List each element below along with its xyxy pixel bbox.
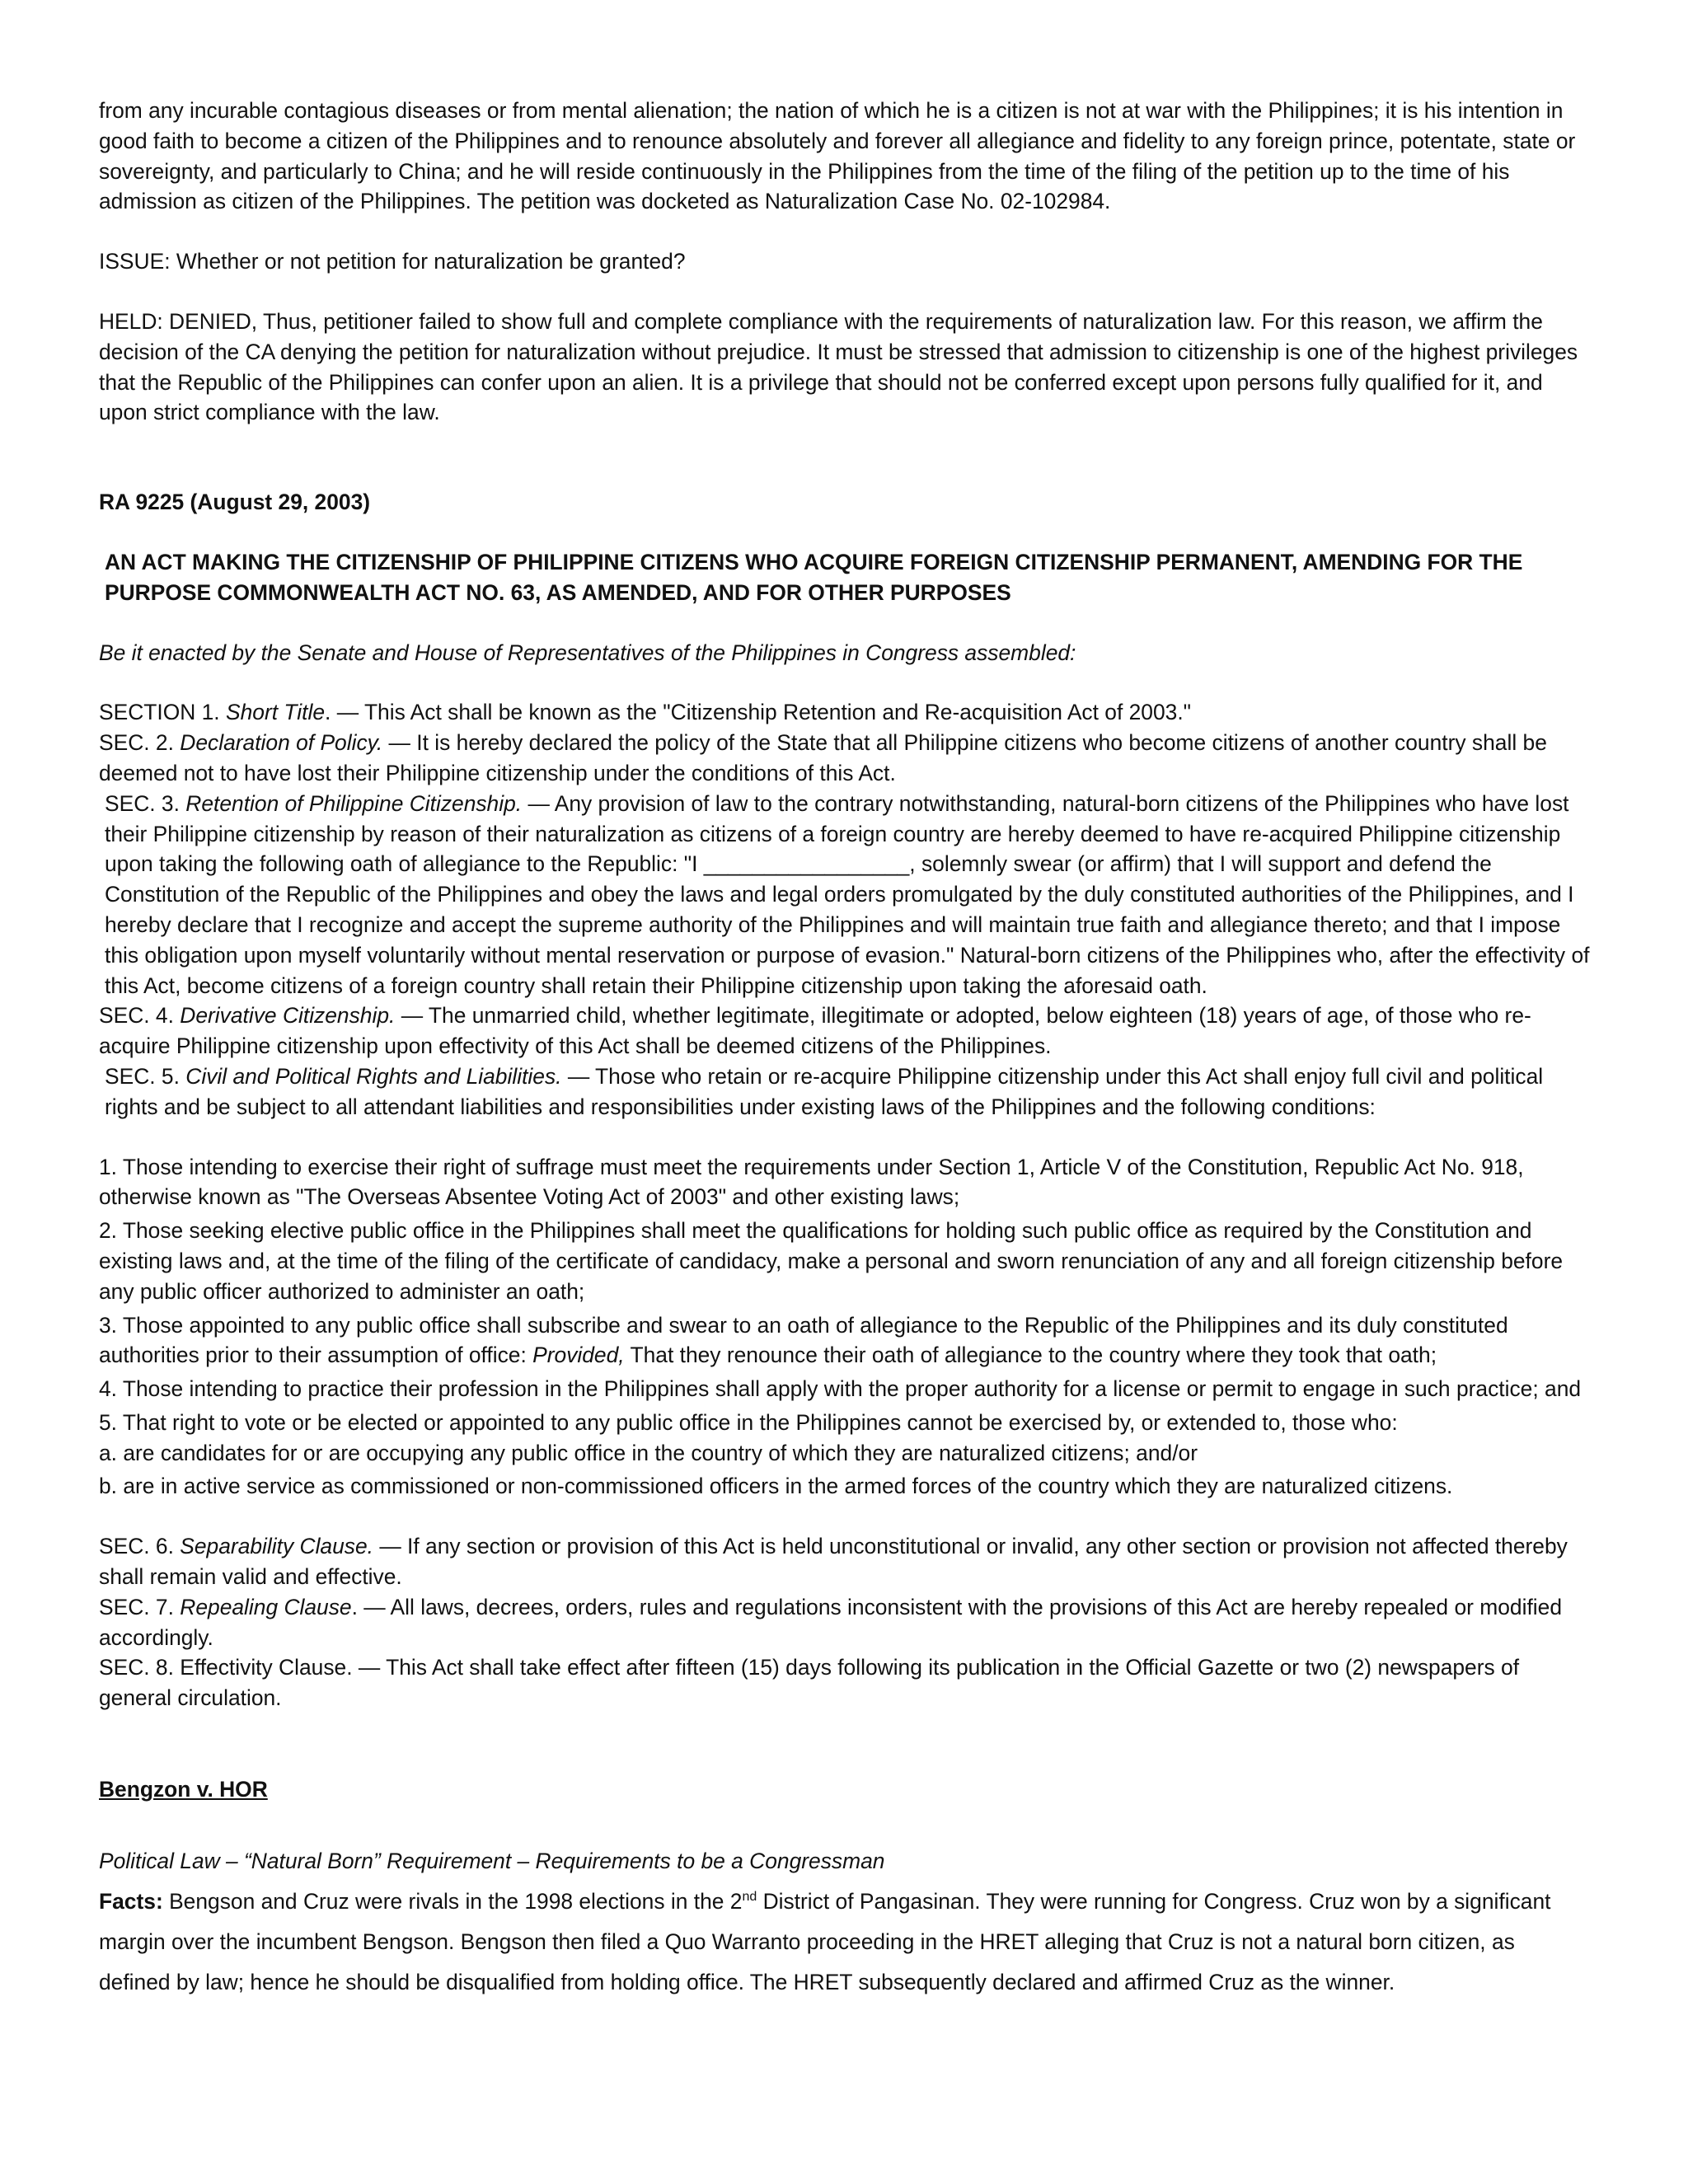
section-1: SECTION 1. Short Title. — This Act shall be known as the "Citizenship Retention and Re-acquisition Act of 2003." <box>99 700 1192 725</box>
section-6-title: Separability Clause. <box>180 1534 373 1559</box>
section-4-title: Derivative Citizenship. <box>180 1003 396 1029</box>
section-8: SEC. 8. Effectivity Clause. — This Act shall take effect after fifteen (15) days following its publication in the Official Gazette or two (2) newspapers of general circulation. <box>99 1655 1520 1711</box>
condition-3: 3. Those appointed to any public office shall subscribe and swear to an oath of allegiance to the Republic of the Philippines and its duly constituted authorities prior to their assumption of office: Provided, That they renounce their oath of allegiance to the country where they took that oath; <box>99 1312 1508 1368</box>
sections-list <box>99 697 1591 1122</box>
held-paragraph: HELD: DENIED, Thus, petitioner failed to show full and complete compliance with the requirements of naturalization law. For this reason, we affirm the decision of the CA denying the petition for naturalization without prejudice. It must be stressed that admission to citizenship is one of the highest privileges that the Republic of the Philippines can confer upon an alien. It is a privilege that should not be conferred except upon persons fully qualified for it, and upon strict compliance with the law. <box>99 308 1578 425</box>
section-6: SEC. 6. Separability Clause. — If any section or provision of this Act is held unconstitutional or invalid, any other section or provision not affected thereby shall remain valid and effective. <box>99 1534 1568 1590</box>
condition-5a: a. are candidates for or are occupying any public office in the country of which they are naturalized citizens; and/or <box>99 1440 1198 1465</box>
act-title: AN ACT MAKING THE CITIZENSHIP OF PHILIPPINE CITIZENS WHO ACQUIRE FOREIGN CITIZENSHIP PERMANENT, AMENDING FOR THE PURPOSE COMMONWEALTH ACT NO. 63, AS AMENDED, AND FOR OTHER PURPOSES <box>105 549 1523 605</box>
section-1-title: Short Title <box>225 700 326 725</box>
section-5-title: Civil and Political Rights and Liabilities. <box>185 1063 562 1089</box>
final-sections <box>99 1531 1591 1713</box>
condition-1: 1. Those intending to exercise their right of suffrage must meet the requirements under Section 1, Article V of the Constitution, Republic Act No. 918, otherwise known as "The Overseas Absentee Voting Act of 2003" and other existing laws; <box>99 1154 1524 1210</box>
facts-label: Facts: <box>99 1888 163 1914</box>
section-7-title: Repealing Clause <box>180 1594 352 1619</box>
section-3: SEC. 3. Retention of Philippine Citizenship. — Any provision of law to the contrary notwithstanding, natural-born citizens of the Philippines who have lost their Philippine citizenship by reason of their naturalization as citizens of a foreign country are hereby deemed to have re-acquired Philippine citizenship upon taking the following oath of allegiance to the Republic: "I _________________, solemnly swear (or affirm) that I will support and defend the Constitution of the Republic of the Philippines and obey the laws and legal orders promulgated by the duly constituted authorities of the Philippines, and I hereby declare that I recognize and accept the supreme authority of the Philippines and will maintain true faith and allegiance thereto; and that I impose this obligation upon myself voluntarily without mental reservation or purpose of evasion." Natural-born citizens of the Philippines who, after the effectivity of this Act, become citizens of a foreign country shall retain their Philippine citizenship upon taking the aforesaid oath. <box>105 790 1590 998</box>
condition-5: 5. That right to vote or be elected or appointed to any public office in the Philippines cannot be exercised by, or extended to, those who: <box>99 1409 1398 1435</box>
condition-4: 4. Those intending to practice their profession in the Philippines shall apply with the proper authority for a license or permit to engage in such practice; and <box>99 1376 1582 1402</box>
bengzon-topic: Political Law – “Natural Born” Requirement – Requirements to be a Congressman <box>99 1848 885 1873</box>
case-continuation-paragraph: from any incurable contagious diseases or from mental alienation; the nation of which he is a citizen is not at war with the Philippines; it is his intention in good faith to become a citizen of the Philippines and to renounce absolutely and forever all allegiance and fidelity to any foreign prince, potentate, state or sovereignty, and particularly to China; and he will reside continuously in the Philippines from the time of the filing of the petition up to the time of his admission as citizen of the Philippines. The petition was docketed as Naturalization Case No. 02-102984. <box>99 98 1576 214</box>
document-page <box>99 96 1591 2003</box>
bengzon-facts: Facts: Bengson and Cruz were rivals in the 1998 elections in the 2nd District of Pangasinan. They were running for Congress. Cruz won by a significant margin over the incumbent Bengson. Bengson then filed a Quo Warranto proceeding in the HRET alleging that Cruz is not a natural born citizen, as defined by law; hence he should be disqualified from holding office. The HRET subsequently declared and affirmed Cruz as the winner. <box>99 1888 1551 1994</box>
enacting-clause: Be it enacted by the Senate and House of Representatives of the Philippines in Congress assembled: <box>99 640 1076 665</box>
section-2: SEC. 2. Declaration of Policy. — It is hereby declared the policy of the State that all Philippine citizens who become citizens of another country shall be deemed not to have lost their Philippine citizenship under the conditions of this Act. <box>99 730 1547 785</box>
section-2-title: Declaration of Policy. <box>180 730 383 756</box>
section-5: SEC. 5. Civil and Political Rights and Liabilities. — Those who retain or re-acquire Philippine citizenship under this Act shall enjoy full civil and political rights and be subject to all attendant liabilities and responsibilities under existing laws of the Philippines and the following conditions: <box>105 1063 1544 1119</box>
section-4: SEC. 4. Derivative Citizenship. — The unmarried child, whether legitimate, illegitimate or adopted, below eighteen (18) years of age, of those who re-acquire Philippine citizenship upon effectivity of this Act shall be deemed citizens of the Philippines. <box>99 1003 1531 1059</box>
bengzon-heading: Bengzon v. HOR <box>99 1777 268 1802</box>
issue-paragraph: ISSUE: Whether or not petition for naturalization be granted? <box>99 249 686 274</box>
conditions-list <box>99 1152 1591 1502</box>
section-7: SEC. 7. Repealing Clause. — All laws, decrees, orders, rules and regulations inconsistent with the provisions of this Act are hereby repealed or modified accordingly. <box>99 1594 1562 1650</box>
section-3-title: Retention of Philippine Citizenship. <box>185 790 523 816</box>
ra-heading: RA 9225 (August 29, 2003) <box>99 490 371 515</box>
condition-2: 2. Those seeking elective public office in the Philippines shall meet the qualifications for holding such public office as required by the Constitution and existing laws and, at the time of the filing of the certificate of candidacy, make a personal and sworn renunciation of any and all foreign citizenship before any public officer authorized to administer an oath; <box>99 1218 1564 1304</box>
condition-5b: b. are in active service as commissioned or non-commissioned officers in the armed forces of the country which they are naturalized citizens. <box>99 1474 1453 1499</box>
